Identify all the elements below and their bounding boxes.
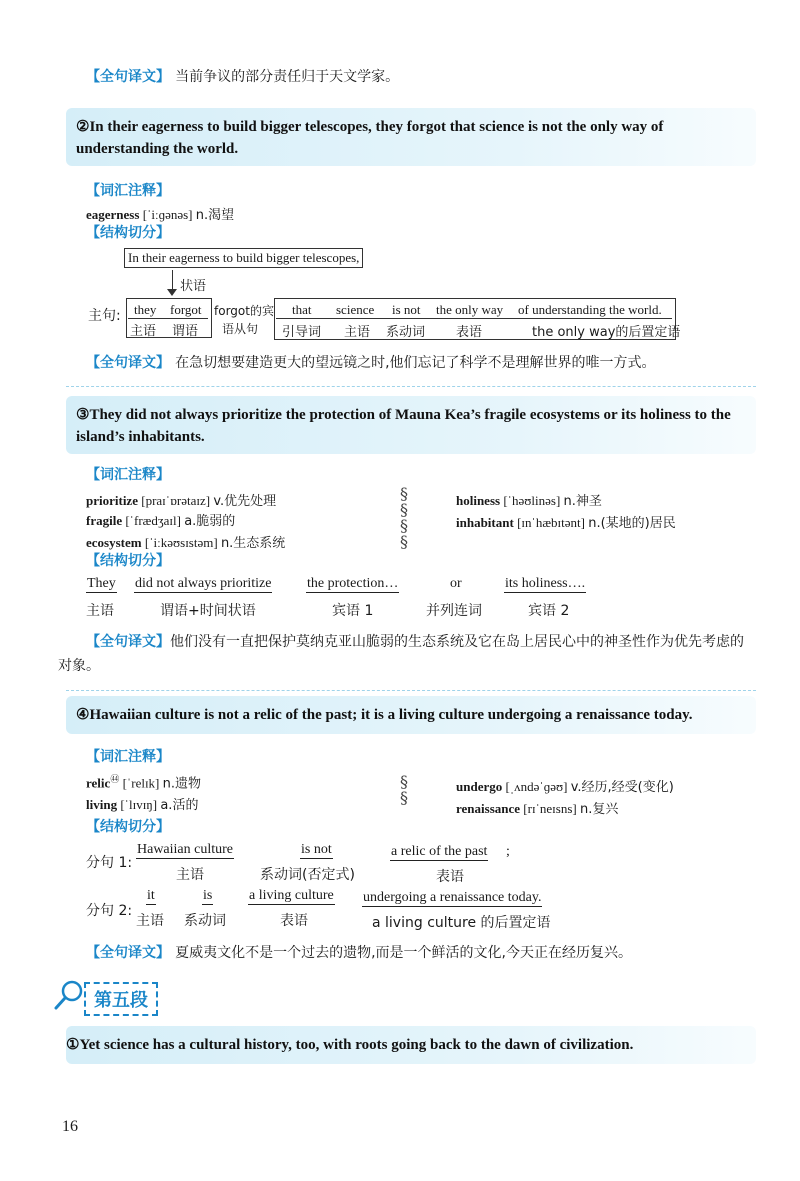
vocab-ecosystem: ecosystem [ˈiːkəʊsɪstəm] n.生态系统 [86,535,286,551]
part-word: a living culture [249,888,334,903]
part-label: 并列连词 [426,603,482,619]
magnifier-icon [52,978,86,1012]
part-word: did not always prioritize [135,576,272,591]
translation-tag: 【 全句译文 】 [86,945,170,961]
vocab-tag: 【 词汇注释 】 [86,183,170,199]
part-word: the protection… [307,576,399,591]
section-divider [66,690,756,691]
section-divider [66,386,756,387]
clause-word: that [292,302,312,317]
clause-end-punct: ; [506,844,510,859]
part-label: 宾语 2 [528,603,570,619]
arrow-down-icon [167,289,177,296]
adverbial-label: 状语 [180,279,207,294]
clause-word: science [336,302,375,317]
clause-1-label: 分句 1: [86,855,133,871]
vocab-header [86,464,170,484]
word-forgot: forgot [170,302,202,317]
clause-word: the only way [436,302,504,317]
translation-tag: 【 全句译文 】 [86,69,170,85]
translation-3 [58,630,752,678]
part-word: They [87,576,116,591]
part-word: undergoing a renaissance today. [363,890,542,905]
part-label: 表语 [280,913,308,929]
sentence-5: ①Yet science has a cultural history, too, with roots going back to the dawn of civilization. [66,1037,634,1053]
vocab-holiness: holiness [ˈhəʊlinəs] n.神圣 [456,493,602,509]
part-word: or [450,576,462,591]
translation-4 [86,942,632,962]
vocab-undergo: undergo [ˌʌndəˈɡəʊ] v.经历,经受(变化) [456,779,674,795]
clause-label: 引导词 [282,325,322,340]
clause-word: is not [392,302,421,317]
clause-2-label: 分句 2: [86,903,133,919]
structure-tag: 【 结构切分 】 [86,553,170,569]
vocab-header [86,180,170,200]
label-subject: 主语 [130,324,157,339]
part-label: 主语 [86,603,114,619]
part-word: its holiness…. [505,576,586,591]
vocab-renaissance: renaissance [rɪˈneɪsns] n.复兴 [456,801,619,817]
structure-header [86,222,170,242]
translation-text: 夏威夷文化不是一个过去的遗物,而是一个鲜活的文化,今天正在经历复兴。 [175,945,632,961]
clause-label: 表语 [456,325,483,340]
vocab-living: living [ˈlɪvɪŋ] a.活的 [86,797,199,813]
translation-text: 在急切想要建造更大的望远镜之时,他们忘记了科学不是理解世界的唯一方式。 [175,355,656,371]
vocab-header [86,746,170,766]
part-label: a living culture 的后置定语 [372,915,551,931]
object-clause-note: 语从句 [222,322,259,336]
vocab-tag: 【 词汇注释 】 [86,749,170,765]
structure-header [86,816,170,836]
part-label: 宾语 1 [332,603,374,619]
part-label: 主语 [136,913,164,929]
part-word: it [147,888,155,903]
part-label: 谓语+时间状语 [160,603,256,619]
clause-label: 系动词 [386,325,426,340]
divider [128,318,208,319]
clause-label: 主语 [344,325,371,340]
section-title: 第五段 [84,982,158,1016]
translation-tag: 【 全句译文 】 [86,355,170,371]
part-word: Hawaiian culture [137,842,234,857]
object-note: forgot的宾 [214,304,274,318]
part-label: 表语 [436,869,464,885]
vocab-tag: 【 词汇注释 】 [86,467,170,483]
vocab-inhabitant: inhabitant [ɪnˈhæbɪtənt] n.(某地的)居民 [456,515,676,531]
word-they: they [134,302,157,317]
part-word: is [203,888,213,903]
translation-tag: 【 全句译文 】 [86,634,170,650]
part-word: is not [301,842,332,857]
translation-text: 他们没有一直把保护莫纳克亚山脆弱的生态系统及它在岛上居民心中的神圣性作为优先考虑的对象。 [58,634,744,674]
main-clause-label: 主句: [88,308,121,324]
structure-header [86,550,170,570]
structure-tag: 【 结构切分 】 [86,225,170,241]
top-translation [86,66,399,86]
part-label: 系动词(否定式) [260,867,355,883]
vocab-relic: relic$^㊹$ [ˈrelɪk] n.遗物 [86,774,202,792]
label-predicate: 谓语 [172,324,199,339]
sentence-4: ④Hawaiian culture is not a relic of the past; it is a living culture undergoing a renaissance today. [76,707,693,723]
vocab-eagerness: eagerness [ˈiːɡənəs] n.渴望 [86,207,235,223]
clause-label: the only way的后置定语 [532,325,681,340]
vocab-prioritize: prioritize [praɪˈɒrətaɪz] v.优先处理 [86,493,277,509]
sentence-3: ③They did not always prioritize the protection of Mauna Kea’s fragile ecosystems or its holiness to the island’s inhabitants. [76,407,731,445]
page-number: 16 [62,1118,78,1135]
divider [276,318,672,319]
squiggle-divider: § § § § [400,484,408,551]
translation-text: 当前争议的部分责任归于天文学家。 [175,69,400,85]
squiggle-divider: § § [400,772,408,807]
part-label: 系动词 [184,913,226,929]
part-word: a relic of the past [391,844,488,859]
adverbial-phrase-box: In their eagerness to build bigger telescopes, [124,248,363,268]
structure-tag: 【 结构切分 】 [86,819,170,835]
part-label: 主语 [176,867,204,883]
translation-2 [86,352,656,372]
vocab-fragile: fragile [ˈfrædʒaɪl] a.脆弱的 [86,513,236,529]
sentence-2: ②In their eagerness to build bigger telescopes, they forgot that science is not the only way of understanding the world. [76,119,664,157]
clause-word: of understanding the world. [518,302,662,317]
